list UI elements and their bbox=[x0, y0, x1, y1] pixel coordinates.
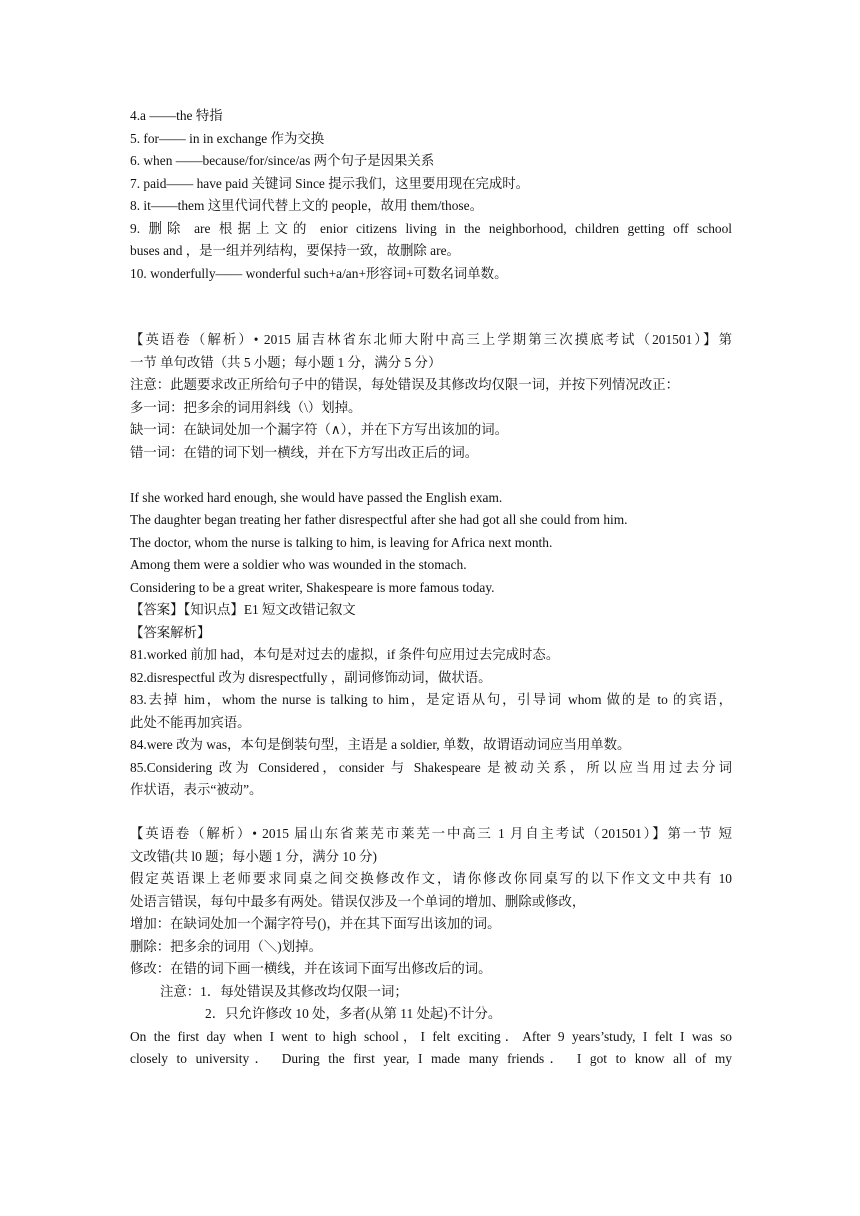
instruction-line: 假定英语课上老师要求同桌之间交换修改作文，请你修改你同桌写的以下作文文中共有 10 bbox=[130, 871, 732, 886]
passage-correction-section bbox=[130, 823, 732, 1071]
analysis-line: 84.were 改为 was，本句是倒装句型，主语是 a soldier, 单数，故谓语动词应当用单数。 bbox=[130, 737, 631, 752]
note-line: 注意：1．每处错误及其修改均仅限一词； bbox=[160, 983, 408, 999]
section-header: 文改错(共 l0 题；每小题 1 分，满分 10 分) bbox=[130, 848, 377, 864]
analysis-line: 81.worked 前加 had，本句是对过去的虚拟，if 条件句应用过去完成时态。 bbox=[130, 647, 560, 662]
exercise-sentence: If she worked hard enough, she would have passed the English exam. bbox=[130, 489, 503, 505]
analysis-line: 82.disrespectful 改为 disrespectfully ，副词修饰动词，做状语。 bbox=[130, 669, 492, 685]
analysis-label: 【答案解析】 bbox=[130, 624, 211, 640]
analysis-line: 作状语，表示“被动”。 bbox=[130, 782, 263, 797]
section-header: 【英语卷（解析）• 2015 届吉林省东北师大附中高三上学期第三次摸底考试（201501）】第 bbox=[130, 332, 732, 347]
instruction-line: 修改：在错的词下画一横线，并在该词下面写出修改后的词。 bbox=[130, 961, 492, 976]
instruction-line: 处语言错误，每句中最多有两处。错误仅涉及一个单词的增加、删除或修改， bbox=[130, 893, 586, 909]
instruction-line: 注意：此题要求改正所给句子中的错误，每处错误及其修改均仅限一词，并按下列情况改正： bbox=[130, 377, 680, 392]
exercise-sentence: The daughter began treating her father disrespectful after she had got all she could from him. bbox=[130, 512, 628, 527]
answer-label: 【答案】【知识点】E1 短文改错记叙文 bbox=[130, 602, 356, 617]
analysis-line: 83.去掉 him，whom the nurse is talking to him，是定语从句，引导词 whom 做的是 to 的宾语， bbox=[130, 692, 732, 707]
instruction-line: 增加：在缺词处加一个漏字符号()，并在其下面写出该加的词。 bbox=[130, 916, 501, 931]
sentence-correction-section bbox=[130, 329, 732, 802]
passage-line: On the first day when I went to high school，I felt exciting．After 9 years’study, I felt I was so bbox=[130, 1028, 732, 1044]
section-header: 一节 单句改错（共 5 小题；每小题 1 分，满分 5 分） bbox=[130, 354, 442, 370]
answer-line: 9. 删除 are 根据上文的 enior citizens living in the neighborhood, children getting off school bbox=[130, 220, 732, 236]
passage-line: closely to university． During the first year, I made many friends． I got to know all of my bbox=[130, 1051, 732, 1066]
instruction-line: 缺一词：在缺词处加一个漏字符（∧），并在下方写出该加的词。 bbox=[130, 422, 509, 437]
exercise-sentence: The doctor, whom the nurse is talking to him, is leaving for Africa next month. bbox=[130, 534, 553, 550]
note-line: 2．只允许修改 10 处，多者(从第 11 处起)不计分。 bbox=[205, 1006, 502, 1021]
answer-line: 10. wonderfully—— wonderful such+a/an+形容词+可数名词单数。 bbox=[130, 265, 508, 281]
answer-line: 6. when ——because/for/since/as 两个句子是因果关系 bbox=[130, 153, 435, 168]
answer-line: 7. paid—— have paid 关键词 Since 提示我们，这里要用现在完成时。 bbox=[130, 175, 530, 191]
analysis-line: 85.Considering 改为 Considered，consider 与 Shakespeare 是被动关系，所以应当用过去分词 bbox=[130, 759, 732, 775]
analysis-line: 此处不能再加宾语。 bbox=[130, 714, 251, 730]
exercise-sentence: Among them were a soldier who was wounded in the stomach. bbox=[130, 557, 467, 572]
answer-line: 5. for—— in in exchange 作为交换 bbox=[130, 130, 325, 146]
section-header: 【英语卷（解析）• 2015 届山东省莱芜市莱芜一中高三 1 月自主考试（201501）】第一节 短 bbox=[130, 826, 732, 841]
instruction-line: 多一词：把多余的词用斜线（\）划掉。 bbox=[130, 399, 362, 415]
answer-line: 8. it——them 这里代词代替上文的 people，故用 them/those。 bbox=[130, 198, 483, 213]
instruction-line: 删除：把多余的词用（＼)划掉。 bbox=[130, 938, 322, 954]
exercise-sentence: Considering to be a great writer, Shakespeare is more famous today. bbox=[130, 579, 495, 595]
correction-answers-section bbox=[130, 105, 732, 285]
answer-line: buses and ，是一组并列结构，要保持一致，故删除 are。 bbox=[130, 243, 460, 258]
instruction-line: 错一词：在错的词下划一横线，并在下方写出改正后的词。 bbox=[130, 444, 479, 460]
answer-line: 4.a ——the 特指 bbox=[130, 108, 223, 123]
